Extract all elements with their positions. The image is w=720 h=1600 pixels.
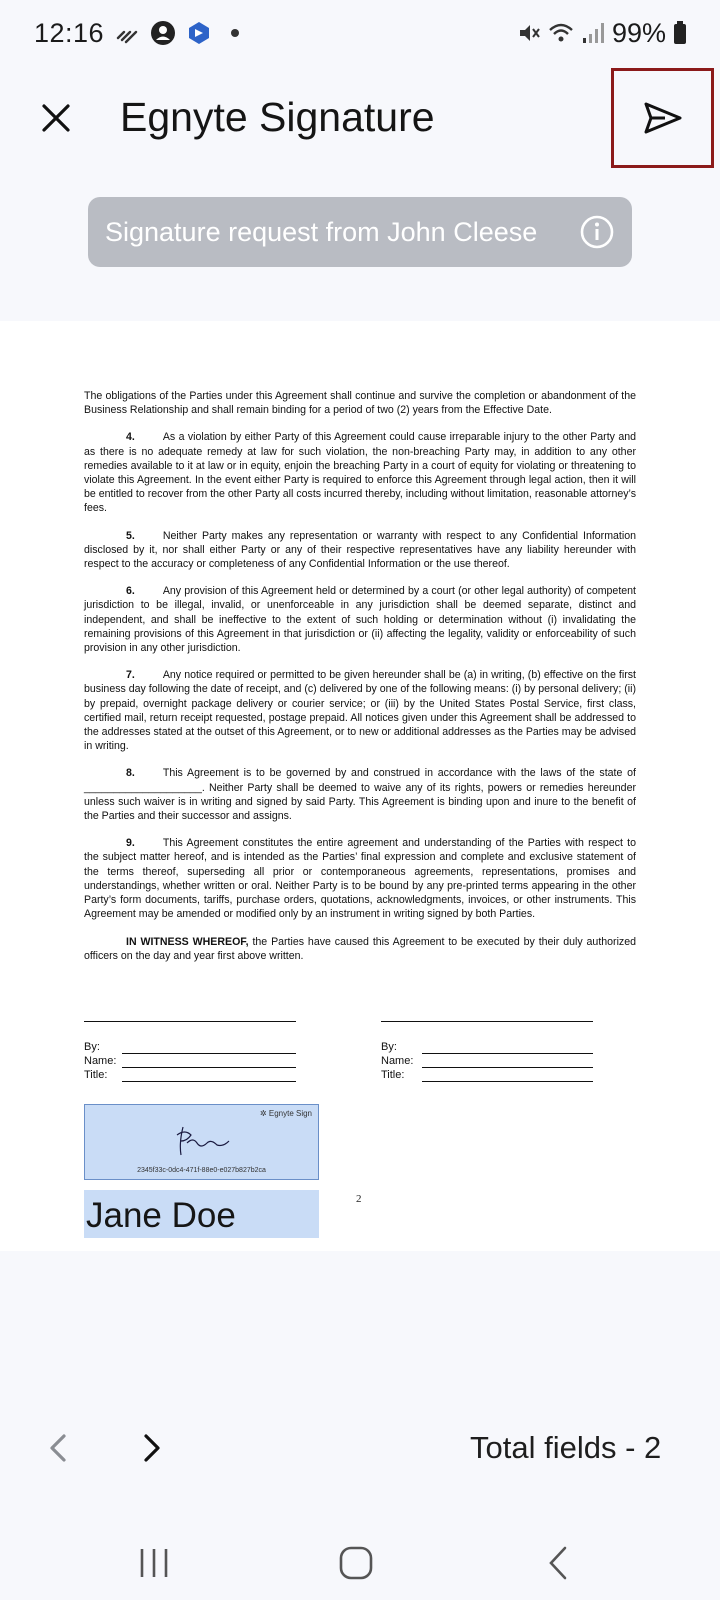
dot-icon xyxy=(222,20,248,46)
document-body xyxy=(84,389,636,976)
clause-paragraph: 9. This Agreement constitutes the entire agreement and understanding of the Parties with respect to the subject matter hereof, and is intended as the Parties’ final expression and complete and exclusive statement of the terms thereof, superseding all prior or contemporaneous agreements, representations, promises and understandings, whether written or oral. Neither Party is to be bound by any pre-printed terms appearing in the other Party’s form documents, tariffs, purchase orders, quotations, acknowledgments, invoices, or other instruments. This Agreement may be amended or modified only by an instrument in writing signed by both Parties. xyxy=(84,837,636,921)
send-button[interactable] xyxy=(611,68,714,168)
mute-icon xyxy=(516,20,542,46)
previous-field-button[interactable] xyxy=(42,1428,74,1468)
back-button[interactable] xyxy=(528,1538,588,1588)
account-icon xyxy=(150,20,176,46)
status-bar xyxy=(0,0,720,66)
clause-paragraph: 5. Neither Party makes any representation or warranty with respect to any Confidential Information disclosed by it, nor shall either Party or any of their respective representatives have any liability hereunder with respect to the accuracy or completeness of any Confidential Information or the use thereof. xyxy=(84,529,636,571)
handwritten-signature xyxy=(173,1123,233,1159)
title-label: Title: xyxy=(381,1069,405,1081)
close-icon xyxy=(40,102,72,134)
close-button[interactable] xyxy=(30,92,82,144)
cell-signal-icon xyxy=(580,20,606,46)
home-button[interactable] xyxy=(326,1538,386,1588)
system-navigation-bar xyxy=(0,1530,720,1600)
by-label: By: xyxy=(381,1041,397,1053)
by-label: By: xyxy=(84,1041,100,1053)
clause-paragraph: 6. Any provision of this Agreement held or determined by a court (or other legal authority) of competent jurisdiction to be illegal, invalid, or unenforceable in any jurisdiction shall be deemed separate, distinct and independent, and shall be ineffective to the extent of such holding or determination without (i) invalidating the remaining provisions of this Agreement in that jurisdiction or (ii) affecting the legality, validity or enforceability of such provision in any other jurisdiction. xyxy=(84,585,636,655)
title-label: Title: xyxy=(84,1069,108,1081)
egnyte-sign-label: ✲ Egnyte Sign xyxy=(259,1109,312,1118)
name-label: Name: xyxy=(84,1055,117,1067)
intro-paragraph: The obligations of the Parties under this Agreement shall continue and survive the completion or abandonment of the Business Relationship and shall remain binding for a period of two (2) years from the Effective Date. xyxy=(84,390,636,417)
name-label: Name: xyxy=(381,1055,414,1067)
send-icon xyxy=(643,101,683,135)
info-icon[interactable] xyxy=(580,215,614,249)
back-icon xyxy=(543,1545,573,1581)
recent-apps-button[interactable] xyxy=(124,1538,184,1588)
signature-block-right xyxy=(381,1021,593,1082)
witness-paragraph: IN WITNESS WHEREOF, the Parties have caused this Agreement to be executed by their duly authorized officers on the day and year first above written. xyxy=(84,935,637,962)
signature-request-banner[interactable] xyxy=(88,197,632,267)
document-page[interactable] xyxy=(0,321,720,1251)
page-title: Egnyte Signature xyxy=(120,94,435,140)
recent-apps-icon xyxy=(136,1546,172,1580)
request-text: Signature request from John Cleese xyxy=(105,216,538,247)
battery-level: 99% xyxy=(611,17,666,48)
next-field-button[interactable] xyxy=(136,1428,168,1468)
page-number: 2 xyxy=(356,1193,362,1205)
chevron-left-icon xyxy=(42,1428,74,1468)
name-field[interactable]: Jane Doe xyxy=(84,1190,319,1238)
total-fields-count: Total fields - 2 xyxy=(470,1430,662,1465)
signature-block-left xyxy=(84,1021,296,1082)
battery-icon xyxy=(672,20,688,46)
clause-paragraph: 4. As a violation by either Party of this Agreement could cause irreparable injury to the other Party and as there is no adequate remedy at law for such violation, the non-breaching Party may, in addition to any other remedies available to it at law or in equity, enjoin the breaching Party in a court of equity for violating or threatening to violate this Agreement. In the event either Party is required to enforce this Agreement through legal action, then it will be entitled to recover from the other Party all costs incurred thereby, including without limitation, reasonable attorney’s fees. xyxy=(84,431,636,515)
app-notification-icon xyxy=(186,20,212,46)
home-icon xyxy=(336,1545,376,1581)
clause-paragraph: 8. This Agreement is to be governed by and construed in accordance with the laws of the state of ____________________. Neither Party shall be deemed to waive any of its rights, powers or remedies hereunder unless such waiver is in writing and signed by said Party. This Agreement is binding upon and inure to the benefit of the Parties and their successor and assigns. xyxy=(84,767,636,823)
wifi-icon xyxy=(548,20,574,46)
app-bar xyxy=(0,70,720,170)
clause-paragraph: 7. Any notice required or permitted to be given hereunder shall be (a) in writing, (b) effective on the first business day following the date of receipt, and (c) delivered by one of the following means: (i) by personal delivery; (ii) by prepaid, overnight package delivery or courier service; or (iii) by the United States Postal Service, first class, certified mail, return receipt requested, postage prepaid. All notices given under this Agreement shall be addressed to the addresses stated at the outset of this Agreement, or to new or additional addresses as the Parties may be advised in writing. xyxy=(84,669,636,753)
chevron-right-icon xyxy=(136,1428,168,1468)
signal-slash-icon xyxy=(114,20,140,46)
signature-field[interactable] xyxy=(84,1104,319,1180)
status-time: 12:16 xyxy=(34,17,105,48)
signature-hash: 2345f33c-0dc4-471f-88e0-e027b827b2ca xyxy=(137,1167,266,1174)
